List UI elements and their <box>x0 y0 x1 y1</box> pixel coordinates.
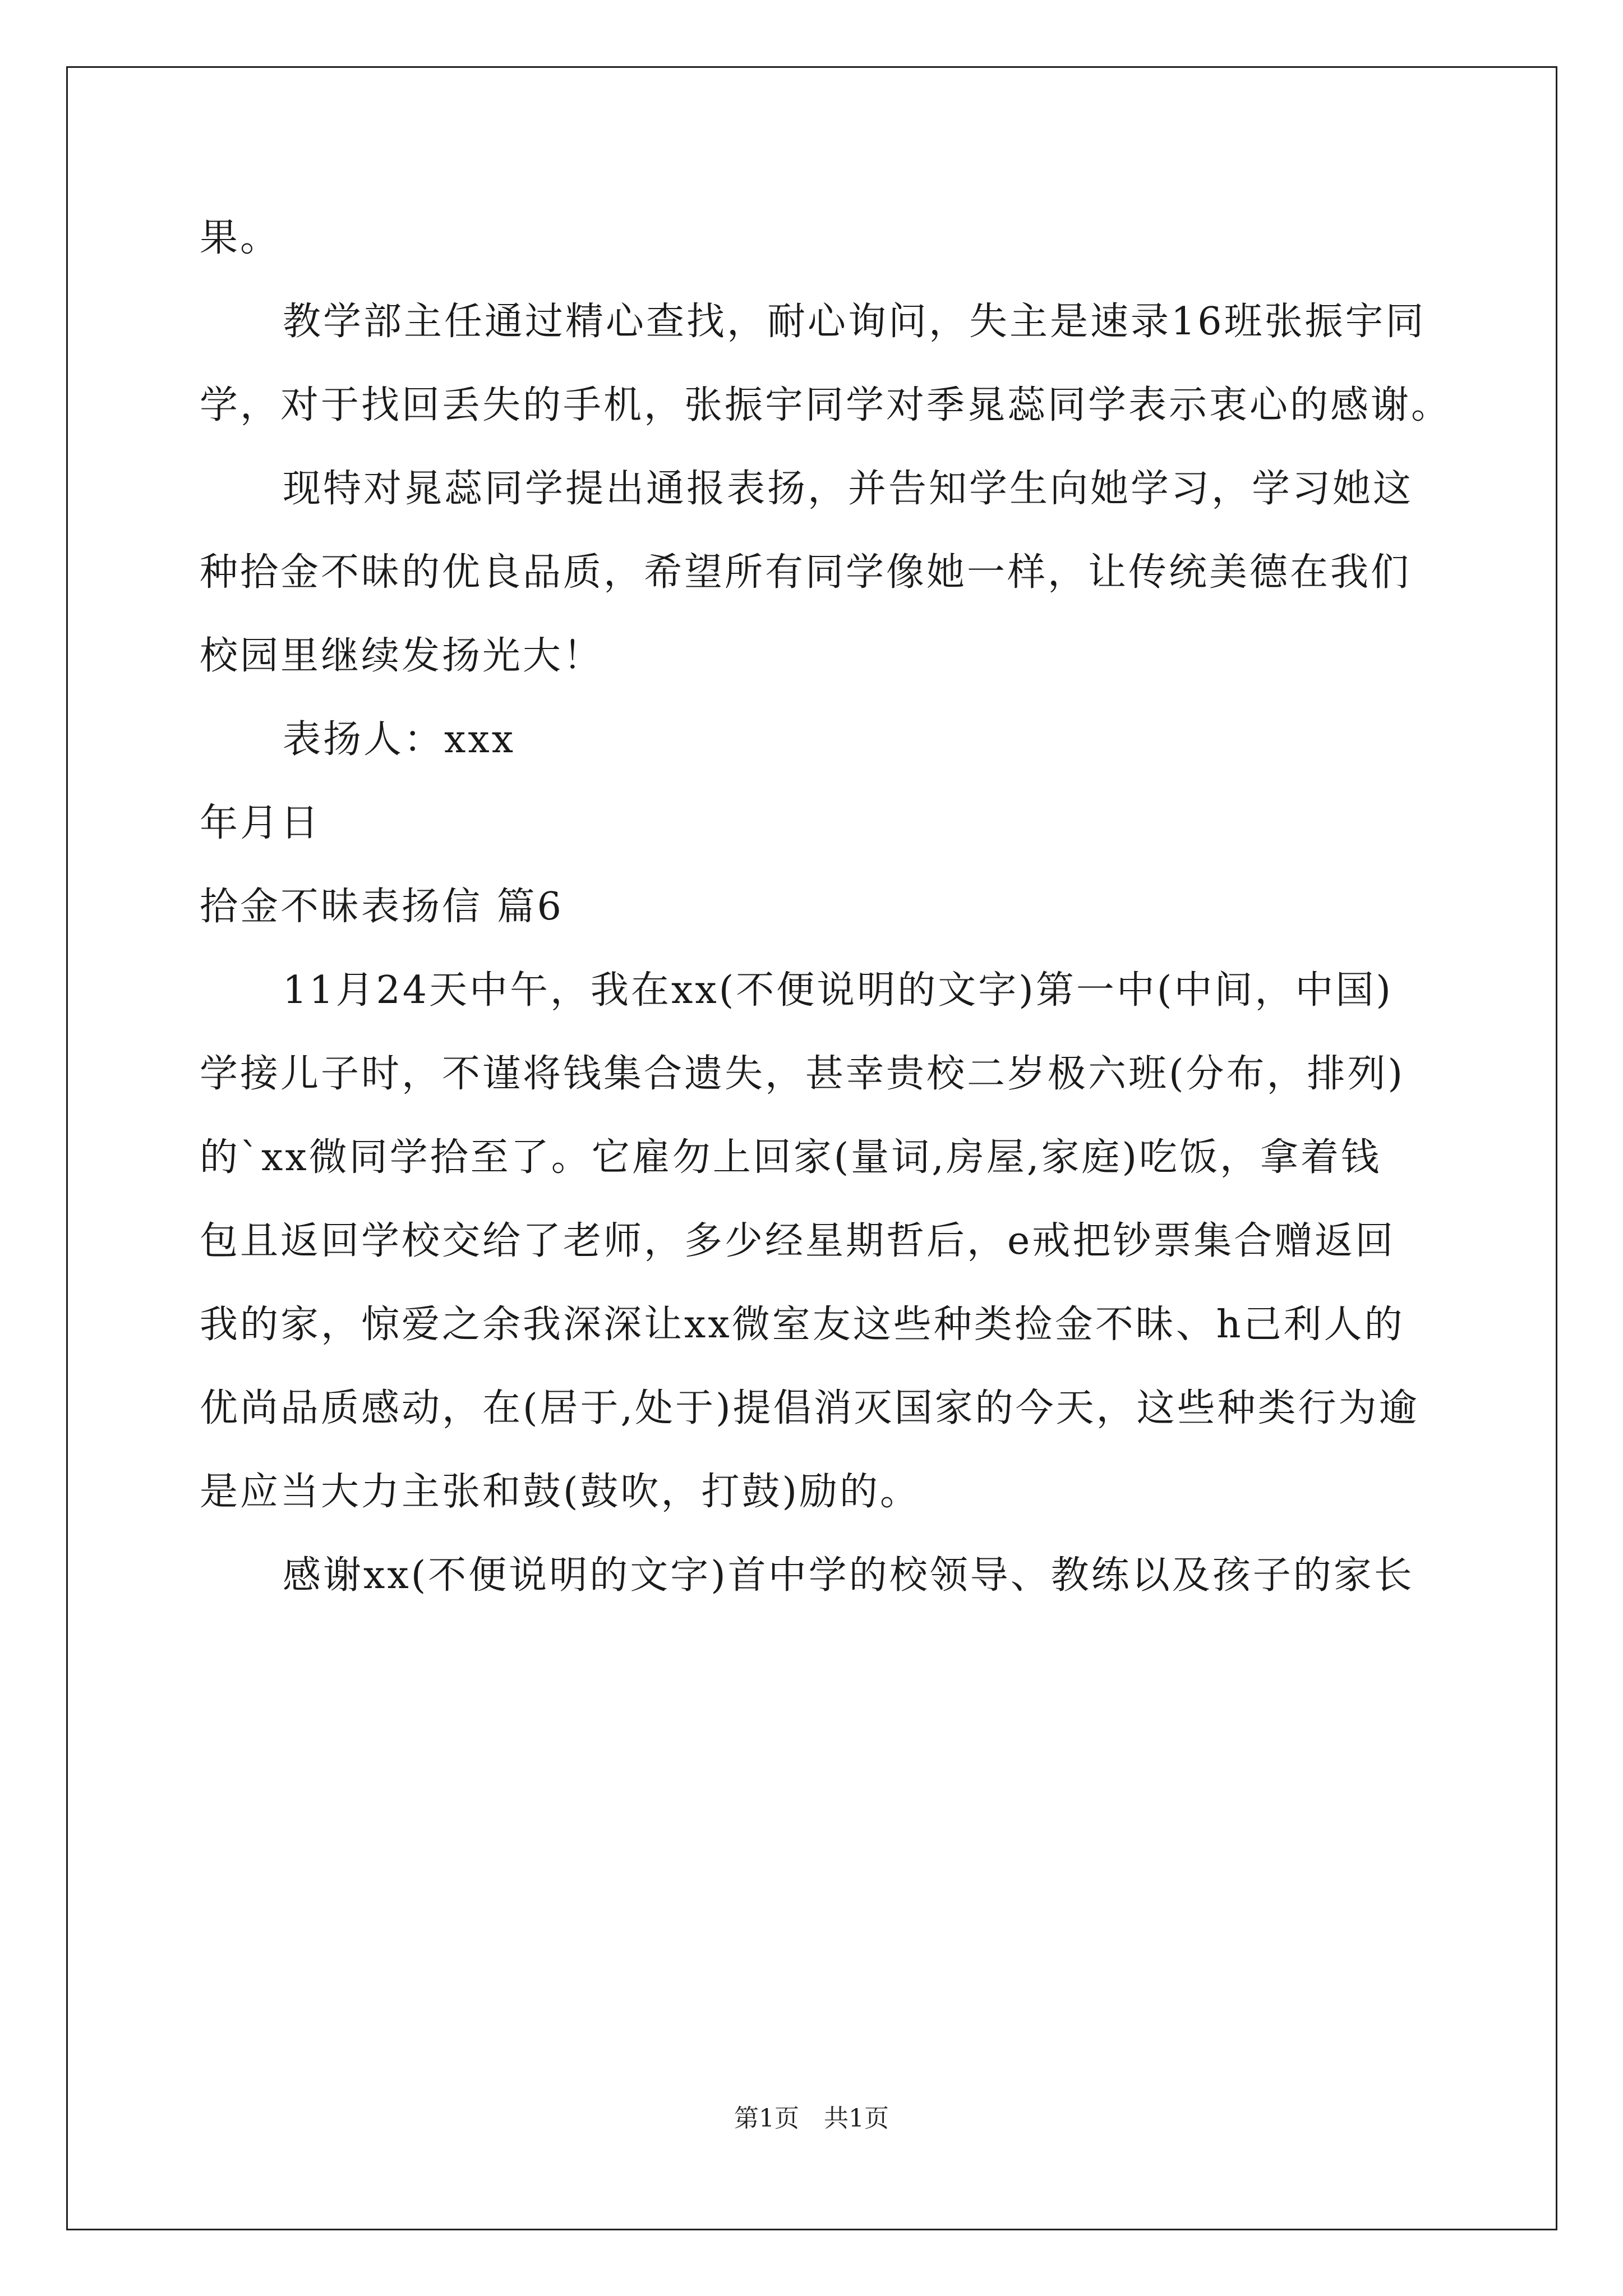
text-line: 是应当大力主张和鼓(鼓吹，打鼓)励的。 <box>200 1470 921 1514</box>
date-line: 年月日 <box>200 801 321 845</box>
text-line: 优尚品质感动，在(居于,处于)提倡消灭国家的今天，这些种类行为逾 <box>200 1386 1419 1430</box>
text-line: 校园里继续发扬光大！ <box>200 634 604 678</box>
signature-line: 表扬人：xxx <box>283 717 516 762</box>
text-line: 11月24天中午，我在xx(不便说明的文字)第一中(中间，中国) <box>283 968 1393 1013</box>
text-line: 学，对于找回丢失的手机，张振宇同学对季晁蕊同学表示衷心的感谢。 <box>200 383 1452 427</box>
text-line: 现特对晁蕊同学提出通报表扬，并告知学生向她学习，学习她这 <box>283 467 1414 511</box>
text-line: 教学部主任通过精心查找，耐心询问，失主是速录16班张振宇同 <box>283 300 1426 344</box>
section-title: 拾金不昧表扬信 篇6 <box>200 885 564 929</box>
text-line: 我的家，惊爱之余我深深让xx微室友这些种类捡金不昧、h己利人的 <box>200 1303 1405 1347</box>
page-footer: 第1页 共1页 <box>734 2104 889 2133</box>
text-line: 种拾金不昧的优良品质，希望所有同学像她一样，让传统美德在我们 <box>200 550 1412 595</box>
text-line: 学接儿子时，不谨将钱集合遗失，甚幸贵校二岁极六班(分布，排列) <box>200 1052 1405 1096</box>
text-line: 果。 <box>200 216 281 260</box>
text-line: 的`xx微同学拾至了。它雇勿上回家(量词,房屋,家庭)吃饭，拿着钱 <box>200 1135 1381 1180</box>
text-line: 感谢xx(不便说明的文字)首中学的校领导、教练以及孩子的家长 <box>283 1553 1414 1598</box>
text-line: 包且返回学校交给了老师，多少经星期哲后，e戒把钞票集合赠返回 <box>200 1219 1396 1263</box>
